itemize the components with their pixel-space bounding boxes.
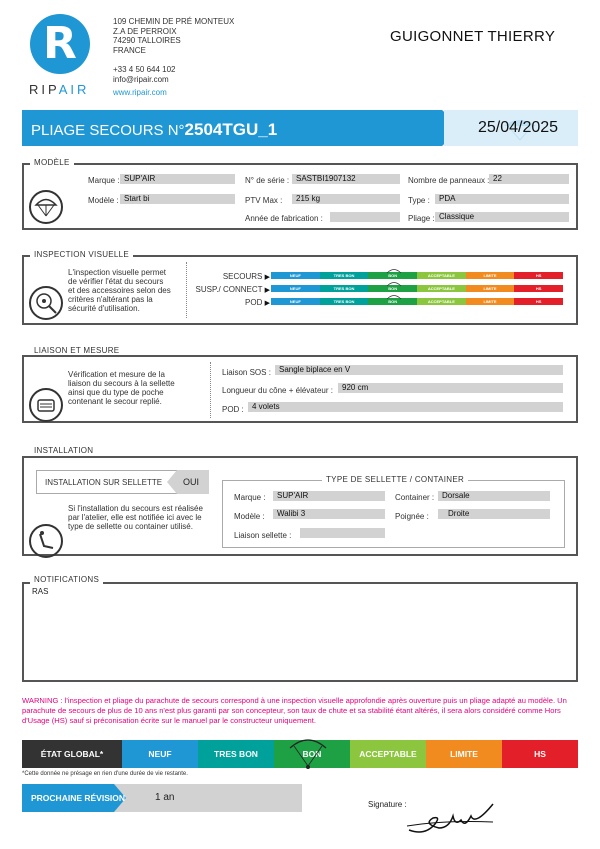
scale-level: NEUF	[271, 298, 320, 305]
sellette-type-title: TYPE DE SELLETTE / CONTAINER	[322, 475, 468, 484]
harness-icon	[29, 524, 63, 558]
global-level: HS	[502, 740, 578, 768]
revision-value: 1 an	[155, 792, 175, 803]
install-value: OUI	[183, 477, 200, 487]
scale-level: BON	[368, 285, 417, 292]
inspection-section-title: INSPECTION VISUELLE	[30, 250, 133, 259]
scale-level: ACCEPTABLE	[417, 298, 466, 305]
scale-level: HS	[514, 285, 563, 292]
type-field: PDA	[435, 194, 569, 204]
container-field: Dorsale	[438, 491, 550, 501]
inspection-description: L'inspection visuelle permet de vérifier l'état du secours et des accessoires selon des critères n'altérant pas la sécurité d'utilisation.	[68, 268, 171, 313]
pod-field: 4 volets	[248, 402, 563, 412]
scale-level: BON	[368, 272, 417, 279]
parachute-icon	[29, 190, 63, 224]
divider	[186, 262, 187, 318]
global-note: *Cette donnée ne présage en rien d'une durée de vie restante.	[22, 771, 188, 777]
brand-name: RIPAIR	[29, 82, 90, 97]
inspection-row-labels: SECOURS ▶ SUSP./ CONNECT ▶ POD ▶	[195, 272, 270, 307]
scale-level: LIMITE	[466, 285, 515, 292]
sellette-modele-field: Walibi 3	[273, 509, 385, 519]
title-banner	[22, 110, 578, 146]
pliage-field: Classique	[435, 212, 569, 222]
revision-label: PROCHAINE RÉVISION	[31, 793, 125, 803]
company-logo	[30, 14, 90, 74]
liaison-description: Vérification et mesure de la liaison du secours à la sellette ainsi que du type de poche contenant le secour replié.	[68, 370, 175, 406]
poignee-field: Droite	[438, 509, 550, 519]
form-date: 25/04/2025	[478, 119, 559, 136]
global-level: TRES BON	[198, 740, 274, 768]
magnifier-icon	[29, 286, 63, 320]
email: info@ripair.com	[113, 75, 169, 84]
company-address: 109 CHEMIN DE PRÉ MONTEUX Z.A DE PERROIX 74290 TALLOIRES FRANCE	[113, 17, 235, 55]
scale-level: NEUF	[271, 272, 320, 279]
annee-field	[330, 212, 400, 222]
liaison-sellette-field	[300, 528, 385, 538]
scale-level: LIMITE	[466, 298, 515, 305]
longueur-field: 920 cm	[338, 383, 563, 393]
scale-level: NEUF	[271, 285, 320, 292]
sellette-marque-field: SUP'AIR	[273, 491, 385, 501]
warning-text: WARNING : l'inspection et pliage du parachute de secours correspond à une inspection visuelle approfondie après ouverture puis un pliage adapté au modèle. Un parachute de secours de plus de 10 ans n'est plus garanti par son concepteur, son taux de chute et sa stabilité étant altérés, il sera alors considéré comme Hors d'Usage (HS) sauf si préconisation écrite sur le manuel par le constructeur uniquement.	[22, 696, 567, 725]
scale-level: TRES BON	[320, 272, 369, 279]
global-level: NEUF	[122, 740, 198, 768]
notifications-section-title: NOTIFICATIONS	[30, 575, 103, 584]
install-sellette-box: INSTALLATION SUR SELLETTE OUI	[36, 470, 208, 494]
global-state-label: ÉTAT GLOBAL*	[22, 740, 122, 768]
revision-box	[22, 784, 302, 812]
form-title: PLIAGE SECOURS N°2504TGU_1	[31, 120, 278, 139]
divider	[210, 362, 211, 418]
phone: +33 4 50 644 102	[113, 65, 176, 74]
scale-level: HS	[514, 298, 563, 305]
modele-modele-field: Start bi	[120, 194, 235, 204]
scale-level: ACCEPTABLE	[417, 285, 466, 292]
scale-level: BON	[368, 298, 417, 305]
selected-marker-secours	[384, 267, 404, 317]
scale-level: LIMITE	[466, 272, 515, 279]
pod-bag-icon	[29, 388, 63, 422]
website-link[interactable]: www.ripair.com	[113, 88, 167, 97]
condition-scale	[271, 285, 563, 292]
logo-letter: R	[43, 18, 77, 69]
scale-level: ACCEPTABLE	[417, 272, 466, 279]
inspection-scales	[271, 272, 563, 311]
scale-level: TRES BON	[320, 298, 369, 305]
ptv-field: 215 kg	[292, 194, 400, 204]
installation-description: Si l'installation du secours est réalisée par l'atelier, elle est notifiée ici avec le type de sellette ou container utilisé.	[68, 504, 203, 531]
panneaux-field: 22	[489, 174, 569, 184]
installation-section-title: INSTALLATION	[30, 446, 97, 455]
modele-section-title: MODÈLE	[30, 158, 74, 167]
selected-marker-global	[286, 736, 330, 774]
global-level: BON	[274, 740, 350, 768]
notifications-text: RAS	[32, 587, 49, 596]
modele-marque-field: SUP'AIR	[120, 174, 235, 184]
global-level: LIMITE	[426, 740, 502, 768]
liaison-section-title: LIAISON ET MESURE	[30, 346, 123, 355]
scale-level: HS	[514, 272, 563, 279]
scale-level: TRES BON	[320, 285, 369, 292]
signature-image	[405, 798, 495, 840]
owner-name: GUIGONNET THIERRY	[390, 28, 556, 45]
company-contact	[113, 65, 176, 98]
signature-label: Signature :	[368, 800, 407, 809]
global-level: ACCEPTABLE	[350, 740, 426, 768]
notifications-section	[22, 582, 578, 682]
serie-field: SASTBI1907132	[292, 174, 400, 184]
liaison-sos-field: Sangle biplace en V	[275, 365, 563, 375]
condition-scale	[271, 272, 563, 279]
condition-scale	[271, 298, 563, 305]
